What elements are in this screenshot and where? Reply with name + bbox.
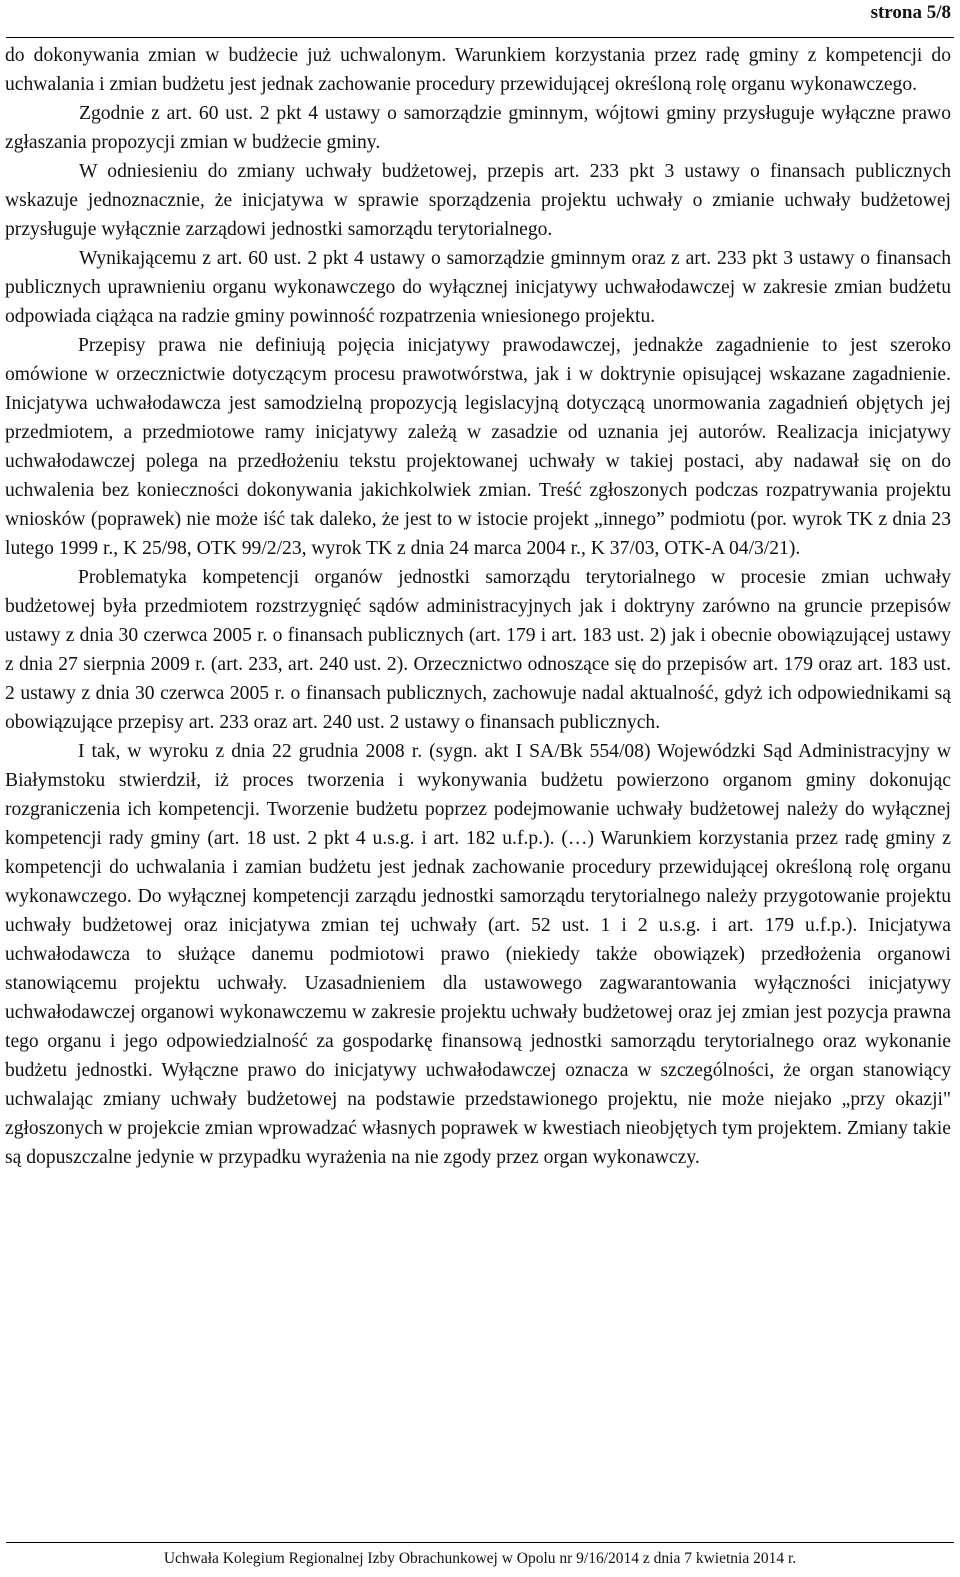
paragraph: Problematyka kompetencji organów jednostki samorządu terytorialnego w procesie zmian uchwały budżetowej była przedmiotem rozstrzygnięć sądów administracyjnych jak i doktryny zarówno na gruncie przepisów ustawy z dnia 30 czerwca 2005 r. o finansach publicznych (art. 179 i art. 183 ust. 2) jak i obecnie obowiązującej ustawy z dnia 27 sierpnia 2009 r. (art. 233, art. 240 ust. 2). Orzecznictwo odnoszące się do przepisów art. 179 oraz art. 183 ust. 2 ustawy z dnia 30 czerwca 2005 r. o finansach publicznych, zachowuje nadal aktualność, gdyż ich odpowiednikami są obowiązujące przepisy art. 233 oraz art. 240 ust. 2 ustawy o finansach publicznych. <box>5 567 951 733</box>
paragraph: Wynikającemu z art. 60 ust. 2 pkt 4 ustawy o samorządzie gminnym oraz z art. 233 pkt 3 ustawy o finansach publicznych uprawnieniu organu wykonawczego do wyłącznej inicjatywy uchwałodawczej w zakresie zmian budżetu odpowiada ciążąca na radzie gminy powinność rozpatrzenia wniesionego projektu. <box>5 248 951 327</box>
paragraph: I tak, w wyroku z dnia 22 grudnia 2008 r. (sygn. akt I SA/Bk 554/08) Wojewódzki Sąd Administracyjny w Białymstoku stwierdził, iż proces tworzenia i wykonywania budżetu powierzono organom gminy dokonując rozgraniczenia ich kompetencji. Tworzenie budżetu poprzez podejmowanie uchwały budżetowej należy do wyłącznej kompetencji rady gminy (art. 18 ust. 2 pkt 4 u.s.g. i art. 182 u.f.p.). (…) Warunkiem korzystania przez radę gminy z kompetencji do uchwalania i zamian budżetu jest jednak zachowanie procedury przewidującej określoną rolę organu wykonawczego. Do wyłącznej kompetencji zarządu jednostki samorządu terytorialnego należy przygotowanie projektu uchwały budżetowej oraz inicjatywa zmian tej uchwały (art. 52 ust. 1 i 2 u.s.g. i art. 179 u.f.p.). Inicjatywa uchwałodawcza to służące danemu podmiotowi prawo (niekiedy także obowiązek) przedłożenia organowi stanowiącemu projektu uchwały. Uzasadnieniem dla ustawowego zagwarantowania wyłączności inicjatywy uchwałodawczej organowi wykonawczemu w zakresie projektu uchwały budżetowej oraz jej zmian jest pozycja prawna tego organu i jego odpowiedzialność za gospodarkę finansową jednostki samorządu terytorialnego oraz wykonanie budżetu jednostki. Wyłączne prawo do inicjatywy uchwałodawczej oznacza w szczególności, że organ stanowiący uchwalając zmiany uchwały budżetowej na podstawie przedstawionego projektu, nie może niejako „przy okazji" zgłoszonych w projekcie zmian wprowadzać własnych poprawek w kwestiach nieobjętych tym projektem. Zmiany takie są dopuszczalne jedynie w przypadku wyrażenia na nie zgody przez organ wykonawczy. <box>5 741 951 1168</box>
paragraph: Zgodnie z art. 60 ust. 2 pkt 4 ustawy o samorządzie gminnym, wójtowi gminy przysługuje wyłączne prawo zgłaszania propozycji zmian w budżecie gminy. <box>5 103 951 153</box>
paragraph: Przepisy prawa nie definiują pojęcia inicjatywy prawodawczej, jednakże zagadnienie to jest szeroko omówione w orzecznictwie dotyczącym procesu prawotwórstwa, jak i w doktrynie opisującej wskazane zagadnienie. Inicjatywa uchwałodawcza jest samodzielną propozycją legislacyjną dotyczącą unormowania zagadnień objętych jej przedmiotem, a przedmiotowe ramy inicjatywy zależą w zasadzie od uznania jej autorów. Realizacja inicjatywy uchwałodawczej polega na przedłożeniu tekstu projektowanej uchwały w takiej postaci, aby nadawał się on do uchwalenia bez konieczności dokonywania jakichkolwiek zmian. Treść zgłoszonych podczas rozpatrywania projektu wniosków (poprawek) nie może iść tak daleko, że jest to w istocie projekt „innego” podmiotu (por. wyrok TK z dnia 23 lutego 1999 r., K 25/98, OTK 99/2/23, wyrok TK z dnia 24 marca 2004 r., K 37/03, OTK-A 04/3/21). <box>5 335 951 559</box>
page-footer <box>6 1542 954 1569</box>
page-number: strona 5/8 <box>870 2 951 23</box>
document-body <box>5 41 951 1172</box>
footer-citation: Uchwała Kolegium Regionalnej Izby Obrachunkowej w Opolu nr 9/16/2014 z dnia 7 kwietnia 2014 r. <box>163 1550 797 1567</box>
paragraph: do dokonywania zmian w budżecie już uchwalonym. Warunkiem korzystania przez radę gminy z kompetencji do uchwalania i zmian budżetu jest jednak zachowanie procedury przewidującej określoną rolę organu wykonawczego. <box>5 45 951 95</box>
paragraph: W odniesieniu do zmiany uchwały budżetowej, przepis art. 233 pkt 3 ustawy o finansach publicznych wskazuje jednoznacznie, że inicjatywa w sprawie sporządzenia projektu uchwały o zmianie uchwały budżetowej przysługuje wyłącznie zarządowi jednostki samorządu terytorialnego. <box>5 161 951 240</box>
page-header <box>6 0 954 38</box>
